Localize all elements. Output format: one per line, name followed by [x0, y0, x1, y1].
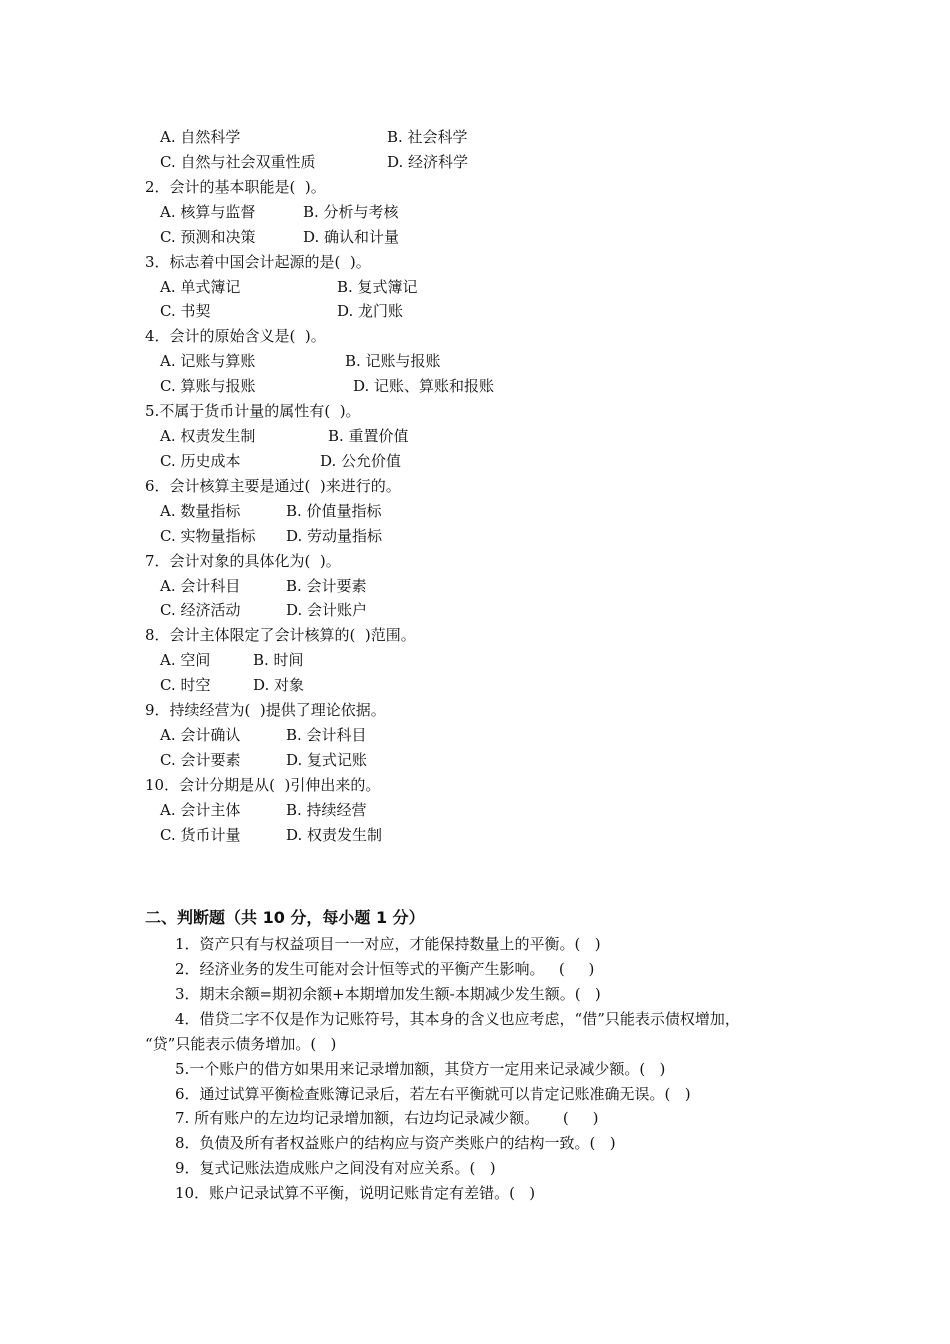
q5-option-b: B. 重置价值 — [328, 427, 409, 445]
q2-option-b: B. 分析与考核 — [303, 203, 399, 221]
q7-option-a: A. 会计科目 — [160, 577, 241, 595]
q8-option-d: D. 对象 — [253, 676, 305, 694]
tf-item-4-continued: “贷”只能表示债务增加。( ) — [145, 1035, 337, 1053]
q6-text: 6．会计核算主要是通过( )来进行的。 — [145, 477, 401, 495]
q2-option-d: D. 确认和计量 — [303, 228, 400, 246]
q6-option-a: A. 数量指标 — [160, 502, 241, 520]
q10-option-b: B. 持续经营 — [286, 801, 367, 819]
tf-item-1: 1．资产只有与权益项目一一对应，才能保持数量上的平衡。( ) — [175, 935, 601, 953]
tf-item-5: 5.一个账户的借方如果用来记录增加额，其贷方一定用来记录减少额。( ) — [175, 1060, 666, 1078]
q6-option-b: B. 价值量指标 — [286, 502, 382, 520]
q3-option-d: D. 龙门账 — [337, 302, 404, 320]
tf-item-9: 9．复式记账法造成账户之间没有对应关系。( ) — [175, 1159, 496, 1177]
q8-text: 8．会计主体限定了会计核算的( )范围。 — [145, 626, 416, 644]
tf-item-10: 10．账户记录试算不平衡，说明记账肯定有差错。( ) — [175, 1184, 536, 1202]
q1-option-c: C. 自然与社会双重性质 — [160, 153, 316, 171]
section-heading: 二、判断题（共 10 分，每小题 1 分） — [145, 908, 425, 927]
q8-option-c: C. 时空 — [160, 676, 211, 694]
q10-text: 10．会计分期是从( )引伸出来的。 — [145, 776, 381, 794]
q1-option-d: D. 经济科学 — [387, 153, 469, 171]
q1-option-b: B. 社会科学 — [387, 128, 468, 146]
q3-option-c: C. 书契 — [160, 302, 211, 320]
q10-option-c: C. 货币计量 — [160, 826, 241, 844]
q7-option-d: D. 会计账户 — [286, 601, 368, 619]
q2-text: 2．会计的基本职能是( )。 — [145, 178, 326, 196]
q5-text: 5.不属于货币计量的属性有( )。 — [145, 402, 361, 420]
q9-option-c: C. 会计要素 — [160, 751, 241, 769]
tf-item-6: 6．通过试算平衡检查账簿记录后，若左右平衡就可以肯定记账准确无误。( ) — [175, 1085, 691, 1103]
q3-option-b: B. 复式簿记 — [337, 278, 418, 296]
q9-option-a: A. 会计确认 — [160, 726, 241, 744]
q6-option-c: C. 实物量指标 — [160, 527, 256, 545]
q8-option-b: B. 时间 — [253, 651, 304, 669]
tf-item-8: 8．负债及所有者权益账户的结构应与资产类账户的结构一致。( ) — [175, 1134, 616, 1152]
q2-option-c: C. 预测和决策 — [160, 228, 256, 246]
q5-option-c: C. 历史成本 — [160, 452, 241, 470]
q10-option-a: A. 会计主体 — [160, 801, 241, 819]
q2-option-a: A. 核算与监督 — [160, 203, 256, 221]
q4-option-b: B. 记账与报账 — [345, 352, 441, 370]
q6-option-d: D. 劳动量指标 — [286, 527, 383, 545]
q9-option-b: B. 会计科目 — [286, 726, 367, 744]
tf-item-7: 7. 所有账户的左边均记录增加额，右边均记录减少额。 ( ) — [175, 1109, 599, 1127]
q7-option-b: B. 会计要素 — [286, 577, 367, 595]
tf-item-2: 2．经济业务的发生可能对会计恒等式的平衡产生影响。 ( ) — [175, 960, 595, 978]
q8-option-a: A. 空间 — [160, 651, 211, 669]
tf-item-3: 3．期末余额=期初余额+本期增加发生额-本期减少发生额。( ) — [175, 985, 601, 1003]
q9-text: 9．持续经营为( )提供了理论依据。 — [145, 701, 386, 719]
q4-option-a: A. 记账与算账 — [160, 352, 256, 370]
q4-option-c: C. 算账与报账 — [160, 377, 256, 395]
q5-option-a: A. 权责发生制 — [160, 427, 256, 445]
tf-item-4: 4．借贷二字不仅是作为记账符号，其本身的含义也应考虑，“借”只能表示债权增加， — [175, 1010, 740, 1028]
q7-text: 7．会计对象的具体化为( )。 — [145, 552, 341, 570]
q9-option-d: D. 复式记账 — [286, 751, 368, 769]
q3-option-a: A. 单式簿记 — [160, 278, 241, 296]
q7-option-c: C. 经济活动 — [160, 601, 241, 619]
q4-text: 4．会计的原始含义是( )。 — [145, 327, 326, 345]
q5-option-d: D. 公允价值 — [320, 452, 402, 470]
q10-option-d: D. 权责发生制 — [286, 826, 383, 844]
q3-text: 3．标志着中国会计起源的是( )。 — [145, 253, 371, 271]
q1-option-a: A. 自然科学 — [160, 128, 241, 146]
q4-option-d: D. 记账、算账和报账 — [353, 377, 495, 395]
